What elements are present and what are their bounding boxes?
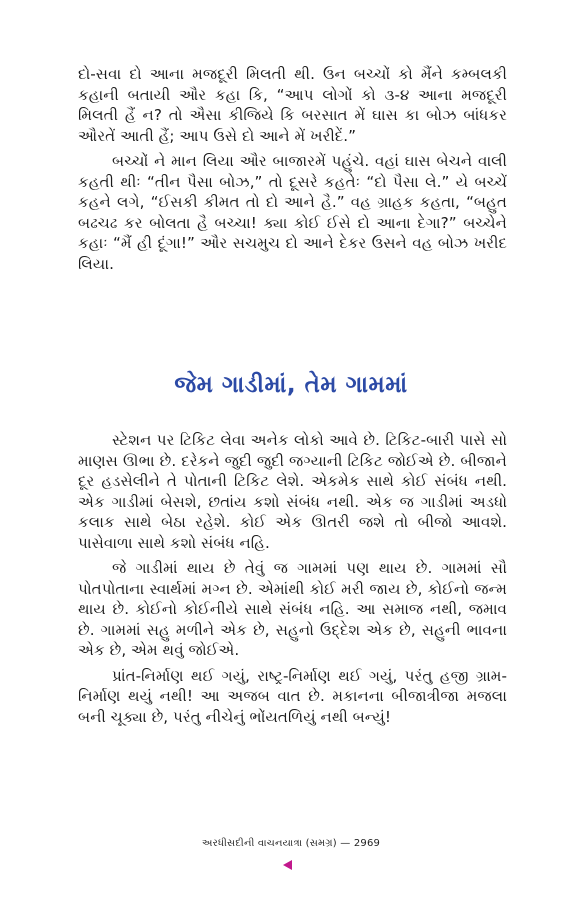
page-footer — [0, 838, 582, 849]
paragraph: જે ગાડીમાં થાય છે તેવું જ ગામમાં પણ થાય છે. ગામમાં સૌ પોતપોતાના સ્વાર્થમાં મગ્ન છે. એમાંથી કોઈ મરી જાય છે, કોઈનો જન્મ થાય છે. કોઈનો કોઈનીયે સાથે સંબંધ નહિ. આ સમાજ નથી, જમાવ છે. ગામમાં સહુ મળીને એક છે, સહુનો ઉદ્દેશ એક છે, સહુની ભાવના એક છે, એમ થવું જોઈએ. — [78, 559, 507, 659]
paragraph: પ્રાંત-નિર્માણ થઈ ગયું, રાષ્ટ્ર-નિર્માણ થઈ ગયું, પરંતુ હજી ગ્રામ-નિર્માણ થયું નથી! આ અજબ વાત છે. મકાનના બીજાત્રીજા મજલા બની ચૂક્યા છે, પરંતુ નીચેનું ભોંયતળિયું નથી બન્યું! — [78, 666, 507, 726]
previous-page-arrow-icon[interactable] — [283, 860, 292, 870]
section-2-body — [78, 430, 507, 727]
book-title: અરધીસદીની વાચનયાત્રા (સમગ્ર) — [201, 838, 337, 849]
section-heading: જેમ ગાડીમાં, તેમ ગામમાં — [174, 372, 408, 398]
paragraph: બચ્ચોં ને માન લિયા ઔર બાજારમેં પહુંચે. વહાં ઘાસ બેચને વાલી કહતી થીઃ “તીન પૈસા બોઝ,” તો દૂસરે કહતેઃ “દો પૈસા લે.” યે બચ્ચેં કહને લગે, “ઈસકી કીમત તો દો આને હૈ.” વહ ગ્રાહક કહતા, “બહુત બઢચઢ કર બોલતા હૈ બચ્ચા! ક્યા કોઈ ઈસે દો આના દેગા?” બચ્ચેને કહાઃ “મૈં હી દૂંગા!” ઔર સચમુચ દો આને દેકર ઉસને વહ બોઝ ખરીદ લિયા. — [78, 152, 507, 273]
paragraph: દો-સવા દો આના મજદૂરી મિલતી થી. ઉન બચ્ચોં કો મૈંને કમ્બલકી કહાની બતાયી ઔર કહા કિ, “આપ લોગોં કો ૩-૪ આના મજદૂરી મિલતી હૈં ન? તો ઐસા કીજિયે કિ બરસાત મેં ઘાસ કા બોઝ બાંધકર ઔરતેં આતી હૈં; આપ ઉસે દો આને મેં ખરીદેં.” — [78, 65, 507, 145]
paragraph: સ્ટેશન પર ટિકિટ લેવા અનેક લોકો આવે છે. ટિકિટ-બારી પાસે સો માણસ ઊભા છે. દરેકને જુદી જુદી જગ્યાની ટિકિટ જોઈએ છે. બીજાને દૂર હડસેલીને તે પોતાની ટિકિટ લેશે. એકમેક સાથે કોઈ સંબંધ નથી. એક ગાડીમાં બેસશે, છતાંય કશો સંબંધ નથી. એક જ ગાડીમાં અડધો કલાક સાથે બેઠા રહેશે. કોઈ એક ઊતરી જશે તો બીજો આવશે. પાસેવાળા સાથે કશો સંબંધ નહિ. — [78, 431, 507, 552]
footer-separator: — — [340, 838, 351, 849]
page-number: 2969 — [353, 838, 381, 849]
section-1-body — [78, 64, 507, 274]
